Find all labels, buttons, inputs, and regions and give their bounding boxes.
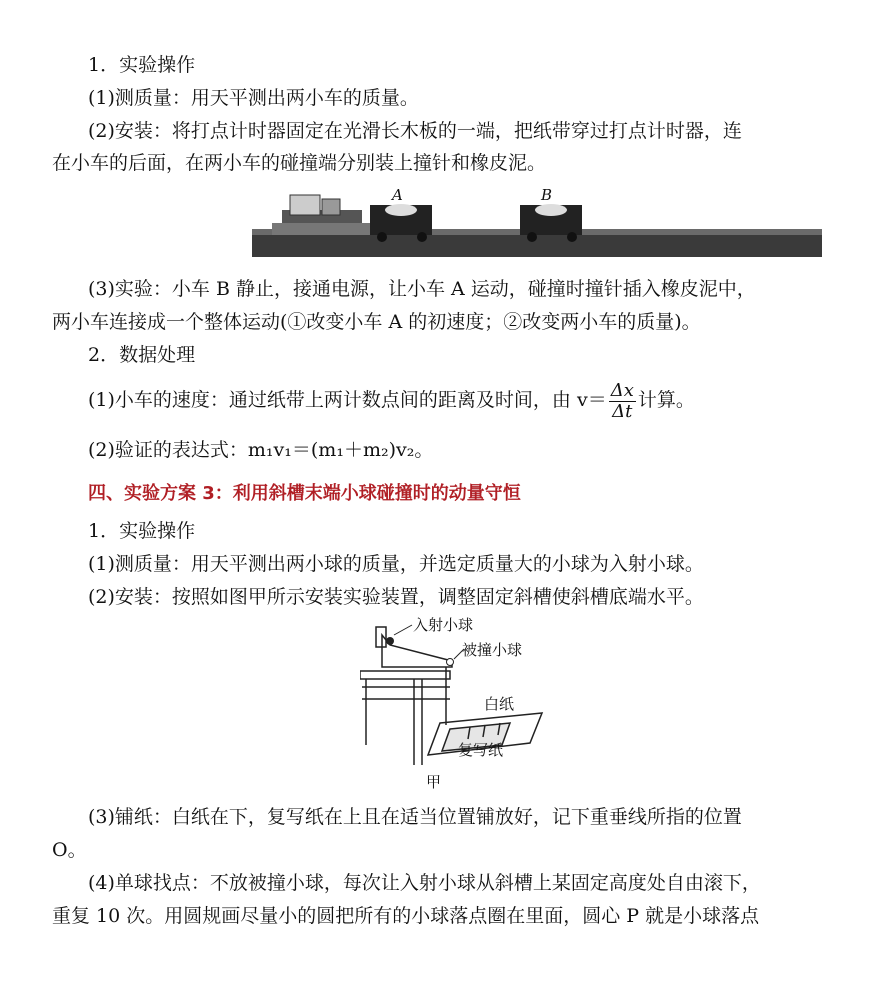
label-incident-ball: 入射小球 [413,616,474,634]
incident-ball [386,637,394,645]
fraction-numerator: Δx [610,379,634,401]
label-target-ball: 被撞小球 [462,641,523,659]
op-title-1: 1．实验操作 [88,54,196,76]
op-title-2: 1．实验操作 [88,520,196,542]
cart-figure [252,185,822,265]
speed-text-post: 计算。 [637,389,695,411]
table-top [360,671,450,679]
timer-device [272,195,372,235]
section-heading-4: 四、实验方案 3：利用斜槽末端小球碰撞时的动量守恒 [88,483,521,504]
lay-paper-line-2: O。 [52,839,87,861]
track-board [252,233,822,257]
install-line-1: (2)安装：将打点计时器固定在光滑长木板的一端，把纸带穿过打点计时器，连 [88,120,742,142]
label-white-paper: 白纸 [484,695,515,713]
fraction-denominator: Δt [612,400,633,422]
data-title: 2．数据处理 [88,344,196,366]
exp-line-1: (3)实验：小车 B 静止，接通电源，让小车 A 运动，碰撞时撞针插入橡皮泥中， [88,278,756,300]
cart-b-label: B [541,186,553,204]
lay-paper-line-1: (3)铺纸：白纸在下，复写纸在上且在适当位置铺放好，记下重垂线所指的位置 [88,806,742,828]
speed-fraction [609,381,636,422]
measure-balls: (1)测质量：用天平测出两小球的质量，并选定质量大的小球为入射小球。 [88,553,704,575]
install-ramp: (2)安装：按照如图甲所示安装实验装置，调整固定斜槽使斜槽底端水平。 [88,586,704,608]
speed-formula [88,375,695,425]
exp-line-2: 两小车连接成一个整体运动(①改变小车 A 的初速度；②改变两小车的质量)。 [52,311,701,333]
verify-expression: (2)验证的表达式：m₁v₁＝(m₁＋m₂)v₂。 [88,439,434,461]
single-ball-line-2: 重复 10 次。用圆规画尽量小的圆把所有的小球落点圈在里面，圆心 P 就是小球落点 [52,905,760,927]
label-carbon-paper: 复写纸 [458,741,504,759]
install-line-2: 在小车的后面，在两小车的碰撞端分别装上撞针和橡皮泥。 [52,152,547,174]
measure-carts: (1)测质量：用天平测出两小车的质量。 [88,87,419,109]
cart-a-label: A [392,186,403,204]
speed-text-pre: (1)小车的速度：通过纸带上两计数点间的距离及时间，由 v＝ [88,389,607,411]
figure-caption: 甲 [426,773,442,791]
target-ball [447,659,454,666]
single-ball-line-1: (4)单球找点：不放被撞小球，每次让入射小球从斜槽上某固定高度处自由滚下， [88,872,761,894]
